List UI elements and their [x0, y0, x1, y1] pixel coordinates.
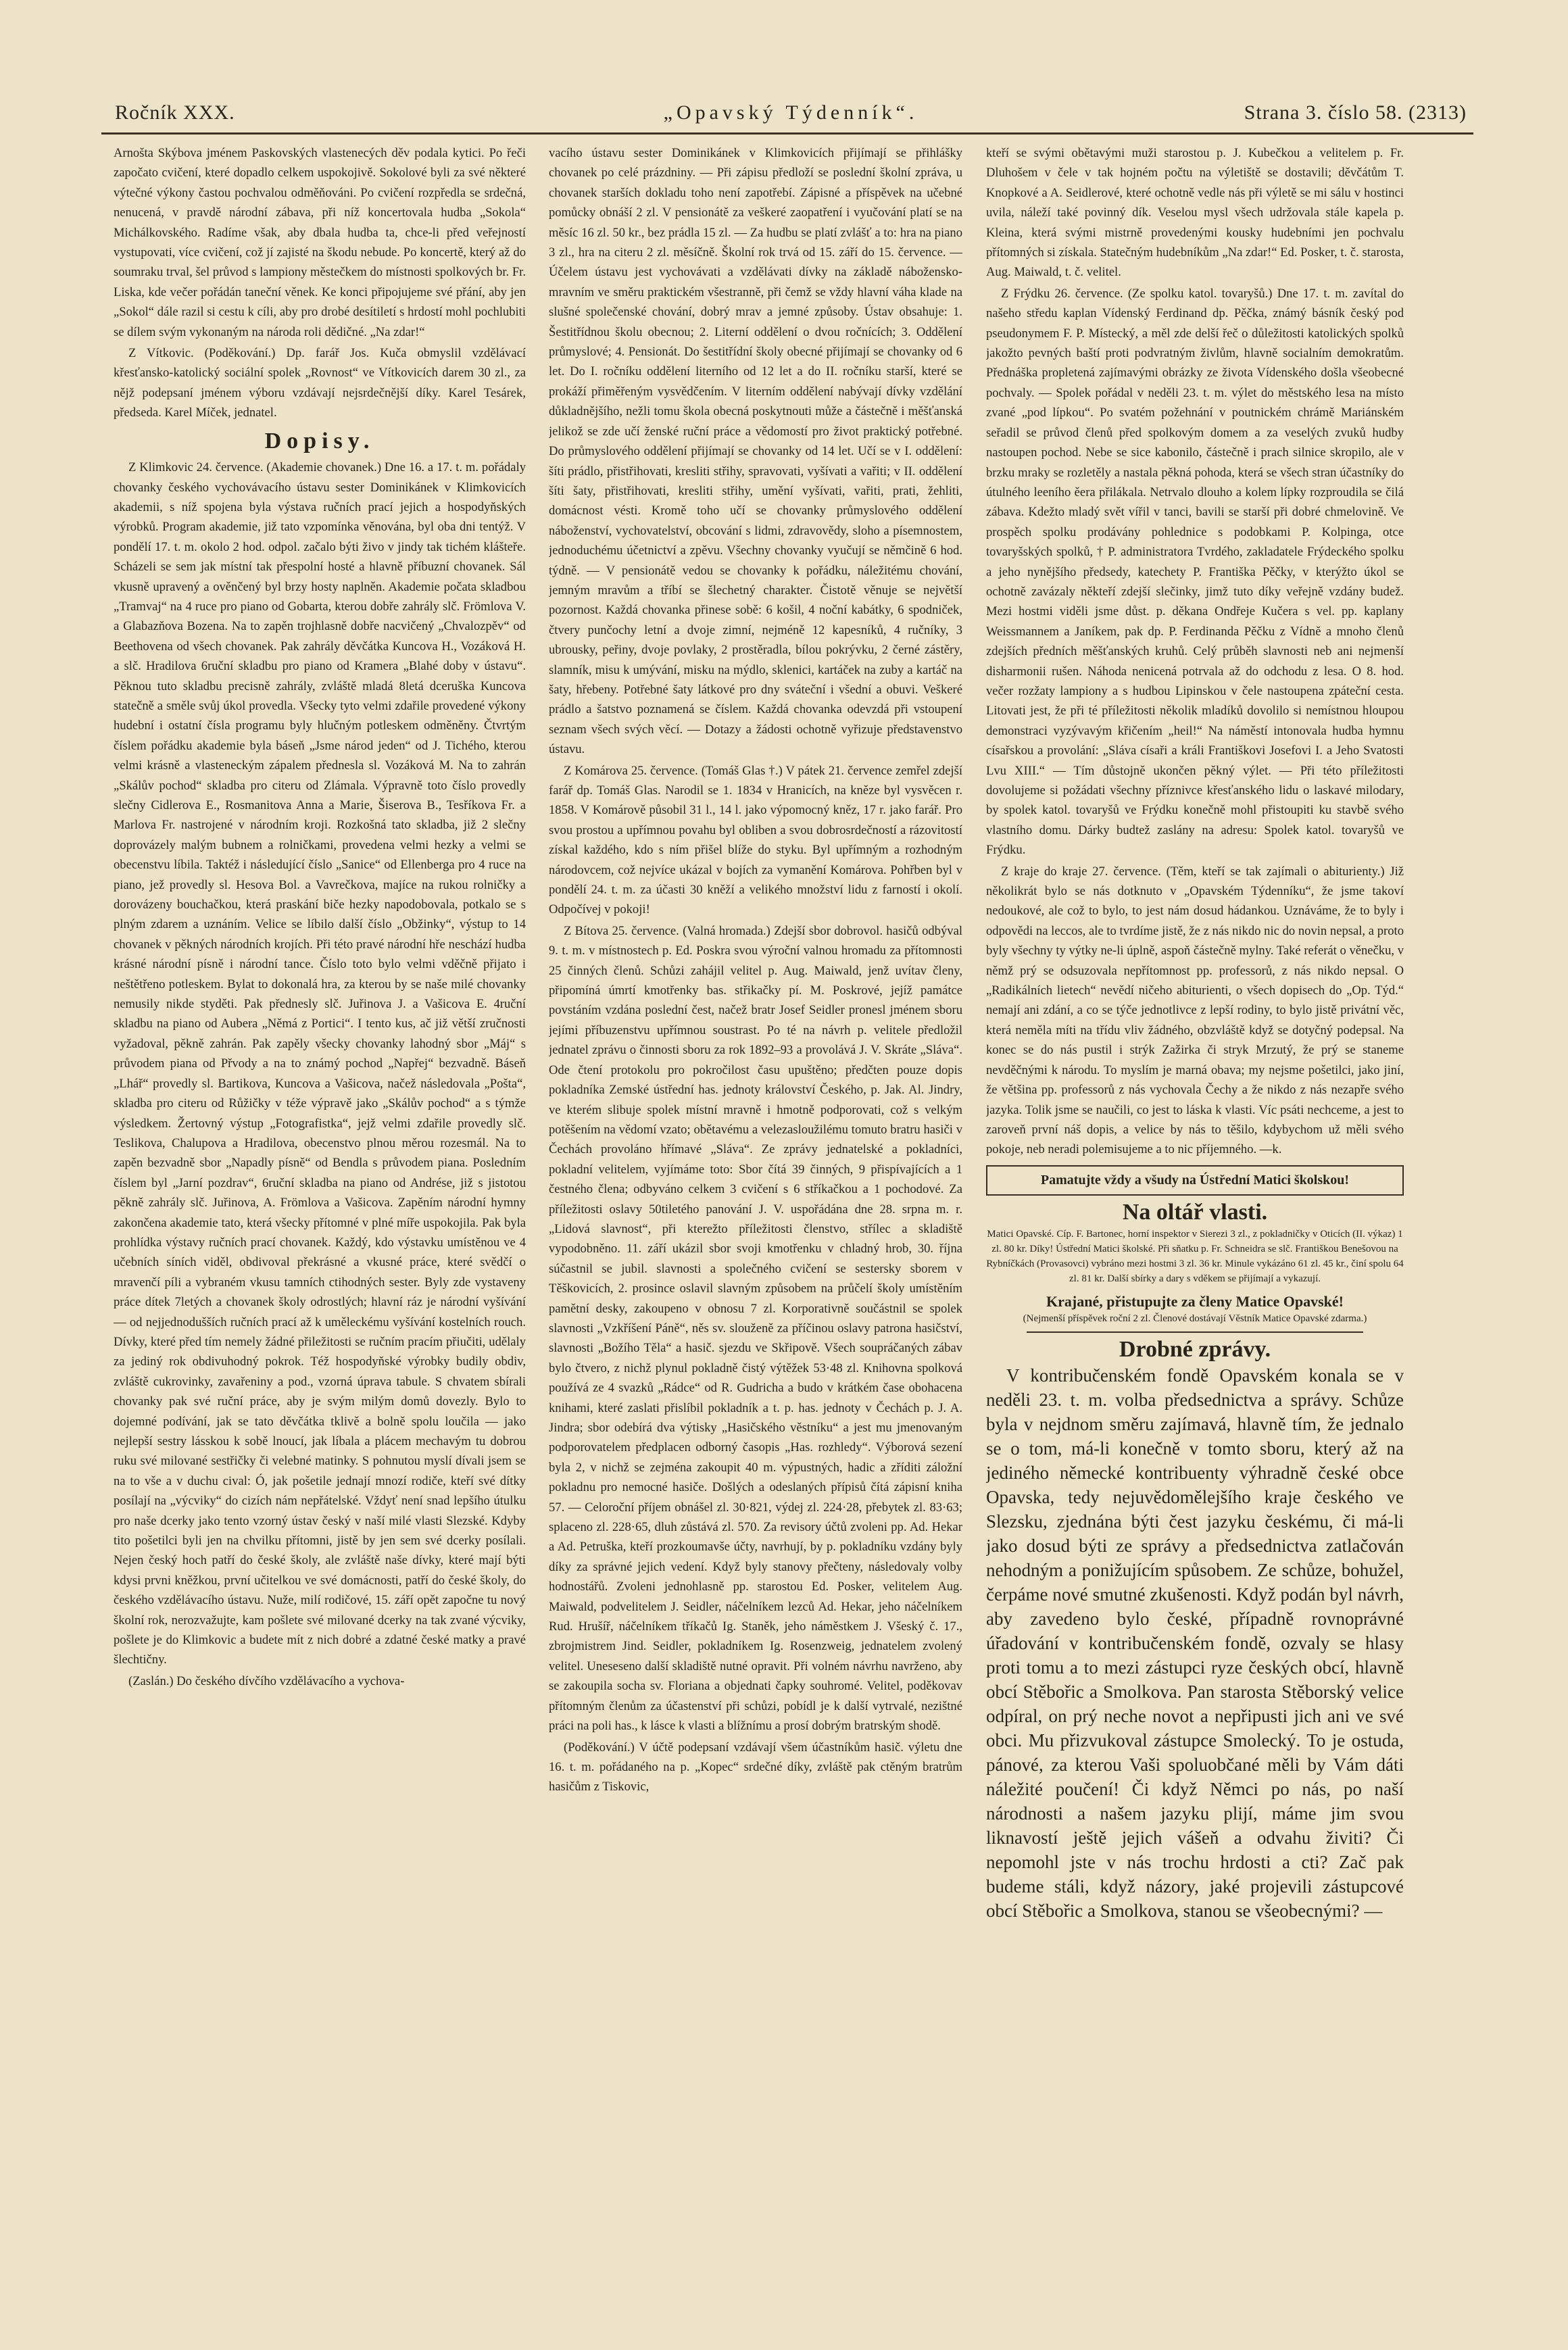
column-1 — [114, 143, 526, 2286]
article-paragraph: Z Bítova 25. července. (Valná hromada.) Zdejší sbor dobrovol. hasičů odbýval 9. t. m. v místnostech p. Ed. Poskra svou výroční valnou hromadu za přítomnosti 25 činných členů. Schůzi zahájil velitel p. Aug. Maiwald, jenž uvítav členy, připomíná úmrtí kmotřenky bas. střikačky pí. M. Poskrové, jejíž památce povstáním vzdána poslední čest, načež bratr Josef Seidler pronesl jménem sboru jejími příbuzenstvu upřímnou soustrast. Po té na návrh p. velitele předložil jednatel zprávu o činnosti sboru za rok 1892–93 a provolává J. V. Skráte „Sláva“. Ode čtení protokolu pro pokročilost času upuštěno; předčten pouze dopis pokladníka Zemské ústřední has. jednoty království Českého, p. Jak. Al. Jindry, ve kterém slibuje spolek místní mravně i hmotně podporovati, což s velkým potěšením na vědomí vzato; obětavému a velezasloužilému tomuto bratru hasiči v Čechách provoláno hřímavé „Sláva“. Ze zprávy jednatelské a pokladníci, pokladní velitelem, vyjímáme toto: Sbor čítá 39 činných, 9 přispívajících a 1 čestného člena; odbyváno celkem 3 cvičení s 6 stříkačkou a 1 pochodové. Za příležitosti oslavy 50tiletého panování J. V. uspořádána dne 28. srpna m. r. „Lidová slavnost“, při kterežto příležitosti členstvo, střílec a skladiště vypodobněno. 11. září ukázil sbor svoji kmotřenku v chladný hrob, 30. října súčastnil se jubil. slavnosti a společného cvičení se sestersky sborem v Těškovicích, 2. prosince oslavil slavným způsobem na průčelí školy umístěním pamětní desky, zakoupeno v obnosu 7 zl. Korporativně součástnil se spolek slavnosti „Vzkříšení Páně“, něs sv. slouženě za příčinou oslavy patrona hasičství, slavnosti „Božího Těla“ a hasič. sjezdu ve Skřipově. Všech soupráčaných zábav bylo čtvero, z nichž plynul pokladně čistý výtěžek 53·48 zl. Knihovna spolková používá ze 4 svazků „Rádce“ od R. Gudricha a budo v krátkém čase obohacena knihami, které zaslati přislíbil pokladník a t. p. has. jednoty v Čechách p. J. A. Jindra; sbor odebírá dva výtisky „Hasičského věstníku“ a jest mu jmenovaným podporovatelem předplacen odborný časopis „Has. rozhledy“. Výborová sezení byla 2, v nichž se zejména zakoupit 40 m. výpustných, hadic a zříditi záložní pokladnu pro nemocné hasiče. Došlých a odeslaných přípisů čítá zápisní kniha 57. — Celoroční příjem obnášel zl. 30·821, výdej zl. 224·28, přebytek zl. 83·63; splaceno zl. 228·65, dluh zůstává zl. 570. Za revisory účtů zvoleni pp. Ad. Hekar a Ad. Petruška, kteří prozkoumavše účty, navrhují, by p. pokladníku vzdány byly díky za správné jejich vedení. Když byly stanovy přečteny, následovaly volby hodnostářů. Zvoleni jednohlasně pp. starostou Ed. Posker, velitelem Aug. Maiwald, podvelitelem J. Seidler, náčelníkem lezců Ad. Hekar, jeho náčelníkem Rud. Hrušíř, náčelníkem tříkačů Ig. Staněk, jeho náměstkem J. Všeský č. 17., zbrojmistrem Jind. Seidler, pokladníkem Ig. Rosenzweig, jednatelem zvolený velitel. Uneseseno další skladiště nutné opravit. Při volném návrhu navrženo, aby se zakoupila socha sv. Floriana a objednati čapky souhromé. Velitel, poděkovav přítomným členům za účastenství při schůzi, pobídl je k další vytrvalé, nezištné práci na poli has., k lásce k vlasti a blížnímu a prosí dobrým bratrským shodě. — [549, 923, 962, 1734]
donations-list: Matici Opavské. Cíp. F. Bartonec, horní inspektor v Sierezi 3 zl., z pokladničky v Oticích (II. výkaz) 1 zl. 80 kr. Díky! Ústřední Matici školské. Při sňatku p. Fr. Schneidra se slč. Františkou Benešovou na Rybníčkách (Provasovci) vybráno mezi hostmi 3 zl. 36 kr. Minule vykázáno 61 zl. 45 kr., činí spolu 64 zl. 81 kr. Další sbírky a dary s vděkem se přijímají a vykazují. — [986, 1228, 1404, 1284]
article-paragraph: vacího ústavu sester Dominikánek v Klimkovicích přijímají se přihlášky chovanek po celé prázdniny. — Při zápisu předloží se poslední školní zpráva, u chovanek starších dokladu toho není zapotřebí. Zápisné a příspěvek na učebné pomůcky obnáší 2 zl. V pensionátě za veškeré zaopatření i vyučování platí se na měsíc 16 zl. 50 kr., bez prádla 15 zl. — Za hudbu se platí zvlášť a to: hra na piano 3 zl., hra na citeru 2 zl. měsíčně. Školní rok trvá od 15. září do 15. července. — Účelem ústavu jest vychovávati a vzdělávati dívky na základě nábožensko-mravním ve směru praktickém všestranně, při čemž se vždy hlavní váha klade na slušné společenské chování, dobrý mrav a jemné způsoby. Ústav obsahuje: 1. Šestitřídnou školu obecnou; 2. Literní oddělení o dvou ročnících; 3. Oddělení průmyslové; 4. Pensionát. Do šestitřídní školy obecné přijímají se chovanky od 6 let. Do I. ročníku oddělení literního od 12 let a do II. ročníku starší, které se prokáží přiměřeným vysvědčením. V literním oddělení nabývají dívky vzdělání důkladnějšího, nežli tomu škola obecná poskytnouti může a částečně i měšťanská jelikož se zde učí ženské ruční práce a vědomostí pro život praktický potřebné. Do průmyslového oddělení přijímají se chovanky od 14 let. Učí se v I. oddělení: šíti prádlo, přistřihovati, kresliti střihy, spravovati, vyšívati a vařiti; v II. oddělení šíti šaty, přistřihovati, kresliti střihy, umění vyšívati, vařiti, prati, žehliti, domácnost vésti. Kromě toho učí se chovanky průmyslového oddělení náboženství, vychovatelství, obcování s lidmi, zdravovědy, sloho a písemnostem, jednoduchému účetnictví a zpěvu. Všechny chovanky vyučují se němčině 6 hod. týdně. — V pensionátě vedou se chovanky k pořádku, náležitému chování, jemným mravům a tříbí se šlechetný charakter. Čistotě věnuje se největší pozornost. Každá chovanka přinese sobě: 6 košil, 4 noční kabátky, 6 spodniček, čtvery punčochy letní a dvoje zimní, nejméně 12 kapesníků, 4 ručníky, 3 ubrousky, peřiny, dvoje povlaky, 2 prostěradla, bílou pokrývku, 2 černé zástěry, slamník, misu k umývání, misku na mýdlo, sklenici, kartáček na zuby a kartáč na šaty, hřebeny. Potřebné šaty látkové pro dny sváteční i všední a obuvi. Veškeré prádlo a šatstvo poznamená se číslem. Každá chovanka odevzdá při vstoupení seznam všech svých věcí. — Dotazy a žádosti ochotně vyřizuje představenstvo ústavu. — [549, 146, 962, 757]
newspaper-title: „Opavský Týdenník“. — [663, 101, 918, 124]
article-paragraph: kteří se svými obětavými muži starostou p. J. Kubečkou a velitelem p. Fr. Dluhošem v čele v tak hojném počtu na výletiště se dostavili; děvčátům T. Knopkové a A. Seidlerové, které ochotně vedle nás při výletě se mi sálu v hostinci uvila, náleží také povinný dík. Veselou mysl všech udržovala stále kapela p. Kleina, která svými mistrně provedenými kousky hudebními jen pochvalu přítomných si získala. Statečným hudebníkům „Na zdar!“ Ed. Posker, t. č. starosta, Aug. Maiwald, t. č. velitel. — [986, 146, 1404, 280]
column-2 — [549, 143, 962, 2286]
article-paragraph: (Zaslán.) Do českého dívčího vzdělávacího a vychova- — [128, 1673, 405, 1688]
page-number-label: Strana 3. číslo 58. (2313) — [1244, 101, 1467, 124]
article-paragraph: (Poděkování.) V účtě podepsaní vzdávají všem účastníkům hasič. výletu dne 16. t. m. pořádaného na p. „Kopec“ srdečné díky, zvláště pak ctěným bratrům hasičům z Tiskovic, — [549, 1740, 962, 1794]
article-paragraph: V kontribučenském fondě Opavském konala se v neděli 23. t. m. volba předsednictva a správy. Schůze byla v nejdnom směru zajímavá, hlavně tím, že jednalo se o tom, má-li konečně v tomto sboru, který až na jediného německé kontribuenty výhradně české obce Opavska, tedy nejuvědomělejšího kraje českého ve Slezsku, zjednána býti čest jazyku českému, či má-li jako dosud býti ze správy a předsednictva zatlačován nehodným a ponižujícím spůsobem. Ze schůze, bohužel, čerpáme nové smutné zkušenosti. Když podán byl návrh, aby zavedeno bylo české, případně rovnoprávné úřadování v kontribučenském fondě, ozvaly se hlasy proti tomu a to mezi zástupci ryze českých obcí, hlavně obcí Stěbořic a Smolkova. Pan starosta Stěborský velice odpíral, on prý neche novot a nepřipusti jich ani ve své obci. Mu přizvukoval zástupce Smolecký. To je ostuda, pánové, za kterou Vaši spoluobčané měli by Vám dáti náležité poučení! Či když Němci po nás, po naší národnosti a našem jazyku plijí, máme jim svou liknavostí ještě jejich vášeň a odvahu živiti? Či nepomohl jste v nás trochu hrdosti a cti? Zač pak budeme stáli, když názory, jaké projevili zástupcové obcí Stěbořic a Smolkova, stanou se všeobecnými? — — [986, 1365, 1404, 1921]
article-paragraph: Z kraje do kraje 27. července. (Těm, kteří se tak zajímali o abiturienty.) Již několikrát bylo se nás dotknuto v „Opavském Týdenníku“, že jsme takoví nedoukové, ale což to bylo, to jest nám dosud hádankou. Uznáváme, že to byly i odpovědi na leccos, ale to tvrdíme jistě, že z nás nikdo nic do novin nepsal, a proto byly všechny ty výtky ne-li úplně, aspoň částečně mylny. Také referát o věnečku, v němž prý se odsuzovala nepřítomnost pp. professorů, z nás nikdo nepsal. O „Radikálních lietech“ nevědí ničeho abiturienti, o všech dopisech do „Op. Týd.“ nemají ani zdání, a co se týče jednotlivce z lepší rodiny, to bylo jistě privátní věc, která neměla míti na třídu vliv žádného, obzvláště když se dotyčný podepsal. Na konec se do nás pustil i strýk Zažirka či stryk Mrzutý, že prý se staneme nevděčnými k národu. To myslím je marná obava; my nejsme pošetilci, jako jiní, že většina pp. professorů z nás vychovala Čechy a že nikdo z nás nezapře svého jazyka. Tolik jsme se naučili, co jest to láska k vlasti. Víc psáti nechceme, a jest to zaroveň první náš dopis, a velice by nás to těšilo, kdybychom už měli svého pokoje, neb neradi polemisujeme a to nic příjemného. —k. — [986, 864, 1404, 1157]
krajane-subnote: (Nejmenší příspěvek roční 2 zl. Členové dostávají Věstník Matice Opavské zdarma.) — [1023, 1313, 1367, 1324]
article-paragraph: Z Klimkovic 24. července. (Akademie chovanek.) Dne 16. a 17. t. m. pořádaly chovanky českého vychovávacího ústavu sester Dominikánek v Klimkovicích akademii, s níž spojena byla výstava ručních prací jejich a hospodyňských výrobků. Program akademie, již tato vzpomínka věnována, byl oba dni tentýž. V pondělí 17. t. m. okolo 2 hod. odpol. začalo býti živo v jindy tak tichém klášteře. Scházeli se sem jak místní tak přespolní hosté a hlavně příbuzní chovanek. Sál vkusně upravený a ověnčený byl brzy hosty naplněn. Akademie počata skladbou „Tramvaj“ na 4 ruce pro piano od Gobarta, kterou dobře zahrály slč. Frömlova V. a Glabazňova Bozena. Na to zapěn trojhlasně dobře nacvičený „Chvalozpěv“ od Beethovena od všech chovanek. Pak zahrály děvčátka Kuncova H., Vozáková H. a slč. Hradilova 6ruční skladbu pro piano od Kramera „Blahé doby v ústavu“. Pěknou tuto skladbu precisně zahrály, zvláště mladá 8letá dceruška Kuncova statečně a směle svůj úkol provedla. Všecky tyto velmi zdařile provedené výkony hudební i ostatní čísla programu byly hlučným potleskem odměněny. Čtvrtým číslem pořádku akademie byla báseň „Jsme národ jeden“ od J. Tichého, kterou velmi krásně a vlasteneckým zápalem přednesla sl. Vozáková M. Na to zahrán „Skálův pochod“ skladba pro citeru od Zlámala. Výpravně toto číslo provedly slečny Cidlerova E., Rosmanitova Anna a Marie, Šiserova B., Tesříkova Fr. a Marlova Fr. nastrojené v národním kroji. Rozkošná tato skladba, již 2 slečny doprovázely malým bubnem a rolničkami, provedena velmi hezky a velmi se obecenstvu líbila. Taktéž i následující číslo „Sanice“ od Ellenberga pro 4 ruce na piano, jež provedly sl. Hesova Bol. a Vavrečkova, majíce na rukou rolničky a dorovázeny bouchačkou, která praskání biče hezky napodobovala, potkalo se s plným zdarem a uznáním. Velice se líbilo další číslo „Obžinky“, výstup to 14 chovanek v pěkných národních krojích. Při této pravé národní hře neschází hudba krásné národní písně i národní tance. Číslo toto bylo velmi vděčně přijato i neštětřeno potleskem. Bylat to dokonalá hra, za kterou by se naše milé chovanky nemusily nikde styděti. Pak přednesly slč. Juřinova J. a Vašicova E. 4ruční skladbu na piano od Aubera „Němá z Portici“. I tento kus, ač již větší zručnosti vyžadoval, pěkně zahrán. Pak zapěly všecky chovanky lahodný sbor „Máj“ s průvodem piana od Přvody a na to známý pochod „Napřej“ bezvadně. Báseň „Lhář“ provedly sl. Bartikova, Kuncova a Vašicova, načež následovala „Pošta“, skladba pro citeru od Růžičky v téže výpravě jako „Skálův pochod“ a s týmže výsledkem. Žertovný výstup „Fotografistka“, jejž velmi zdařile provedly slč. Teslikova, Chalupova a Hradilova, obecenstvo plnou měrou rozesmál. Na to zapěn bezvadně sbor „Napadly písně“ od Bendla s průvodem piana. Posledním číslem byl „Jarní pozdrav“, 6ruční skladba na piano od Andrése, již s jistotou pěkně zahrály slč. Juřinova, A. Frömlova a Vašicova. Zapěním národní hymny zakončena akademie tato, která všecky přítomné v plné míře uspokojila. Pak byla prohlídka výstavy ručních prací chovanek. Každý, kdo výstavku umístěnou ve 4 učebních síních viděl, obdivoval překrásné a vkusné práce, které svědčí o mravenčí píli a vybraném vkusu tamních ctihodných sester. Byly zde vystaveny práce dítek 7letých a chovanek školy odrostlých; hlavní ráz je národní vyšívání — od nejjednodušších ručních prací až k uměleckému vyšívání kostelních rouch. Dívky, které před tím nemely žádné přiležitosti se ručním pracím přiučiti, udělaly za jediný rok obdivuhodný pokrok. Též hospodyňské výrobky budily obdiv, zvláště cukrovinky, zavařeniny a pod., vzorná úprava tabule. S chvatem sbírali chovanky pak své ruční práce, aby je svým milým domů dovezly. Bylo to dojemné podívání, jak se tato děvčátka tklivě a bolně spolu loučila — jako nejlepší sestry lásskou k sobě lnoucí, jak líbala a plácem mechavým tu dobrou ruku své milované sestřičky či velebné matinky. S pohnutou myslí dívali jsem se na to vše a v duchu cival: Ó, jak pošetile jednají mnozí rodiče, kteří své dítky posílají na „výcviky“ do cizích nám nepřátelské. Vždyť není snad lepšího útulku pro naše dcerky jako tento vzorný ústav český v naší milé vlasti Slezské. Kdyby tito pošetilci byli jen na chvilku přítomni, jistě by jen sem své dcerky posílali. Nejen český hoch patří do české školy, ale zvláště naše dívky, které mají býti kdysi prvni kněžkou, první učitelkou ve své domácnosti, patří do české školy, do českého vzdělávacího ústavu. Nuže, milí rodičové, 15. září opět započne tu nový školní rok, nerozvažujte, kam pošlete své milované dcerky na tak zvané výcviky, pošlete je do Klimkovic a budete mít z nich dobré a zdatné české matky a pravé šlechtičny. — [114, 460, 526, 1667]
header-rule — [101, 132, 1473, 134]
article-paragraph: Arnošta Skýbova jménem Paskovských vlastenecých děv podala kytici. Po řeči započato cvičení, které dopadlo celkem uspokojivě. Sokolové byli za své některé výtečné výkony častou pochvalou odměňováni. Po cvičení rozpředla se srdečná, nenucená, v pravdě národní zábava, při níž koncertovala hudba „Sokola“ Michálkovského. Radíme však, aby dbala hudba ta, chce-li před veřejností vystupovati, více cvičení, což jí zajisté na škodu nebude. Po koncertě, který až do soumraku trval, šel průvod s lampiony městečkem do místnosti spolkových br. Fr. Liska, kde večer pořádán taneční věnek. Ke konci připojujeme své přání, aby jen „Sokol“ dále razil si cestu k cíli, aby pro drobé desítiletí s hrdostí mohl pochlubiti se dílem svým vykonaným na národa roli dědičné. „Na zdar!“ — [114, 146, 526, 339]
section-heading-altar: Na oltář vlasti. — [1122, 1200, 1268, 1225]
matice-notice-box: Pamatujte vždy a všudy na Ústřední Matici školskou! — [986, 1165, 1404, 1196]
article-paragraph: Z Komárova 25. července. (Tomáš Glas †.) V pátek 21. července zemřel zdejší farář dp. Tomáš Glas. Narodil se 1. 1834 v Hranicích, na kněze byl vysvěcen r. 1858. V Komárově působil 31 l., 14 l. jako výpomocný kněz, 17 r. jako farář. Pro svou prostou a upřímnou povahu byl obliben a svou dobrosrdečností a rázovitostí získal každého, kdo s ním přišel blíže do styku. Byl upřímným a rozhodným národovcem, což nejvíce ukázal v bojích za vymanění Komárova. Pohřben byl v pondělí 24. t. m. za účasti 30 kněží a velikého množství lidu z farností i okolí. Odpočívej v pokoji! — [549, 763, 962, 917]
column-3 — [986, 143, 1404, 2286]
volume-label: Ročník XXX. — [115, 101, 235, 124]
section-heading-dopisy: Dopisy. — [264, 428, 375, 454]
page-header — [115, 101, 1467, 132]
article-paragraph: Z Vítkovic. (Poděkování.) Dp. farář Jos. Kuča obmyslil vzdělávací křesťansko-katolický sociální spolek „Rovnost“ ve Vítkovicích darem 30 zl., za nějž podepsaní jménem výboru vzdávají nejsrdečnější díky. Karel Tesárek, předseda. Karel Míček, jednatel. — [114, 346, 526, 420]
section-heading-drobne: Drobné zprávy. — [1119, 1336, 1271, 1362]
article-paragraph: Z Frýdku 26. července. (Ze spolku katol. tovaryšů.) Dne 17. t. m. zavítal do našeho středu kaplan Vídenský Ferdinand dp. Pěčka, známý básník český pod pseudonymem F. P. Místecký, a měl zde delší řeč o důležitosti katolických spolků jakožto pevných baští proti podvratným živlům, hlavně socialním demokratům. Přednáška propletená zajímavými obrázky ze života Vídenského došla všeobecné pochvaly. — Spolek pořádal v neděli 23. t. m. výlet do městského lesa na místo zvané „pod lípkou“. Po svatém požehnání v poutnickém chrámě Mariánském seřadil se průvod členů před spolkovým domem a za veselých zvuků hudby nastoupen pochod. Nebe se sice kabonilo, částečně i prach silnice skropilo, ale v brzku mraky se rozletěly a nastala pěkná pohoda, která se všech stran účastníky do útulného leeního ěera přilákala. Netrvalo dlouho a kolem lípky rozproudila se čilá zábava. Kdežto mladý svět vířil v tanci, bavili se starší při dobré chmelovině. Ve prospěch spolku prodávány pohlednice s podobkami P. Kolpinga, otce tovaryšských spolků, † P. administratora Tvrdého, zakladatele Frýdeckého spolku a jeho nynějšího předsedy, katechety P. Františka Pěčky, v kterýžto úkol se ochotně zavázaly někteří zdejší slečinky, jimž tuto díky veřejně vzdány budež. Mezi hostmi viděli jsme důst. p. děkana Ondřeje Kučera s vel. pp. kaplany Weissmannem a Janíkem, pak dp. P. Ferdinanda Pěčku z Vídně a mnoho členů zdejších předních měšťanských kruhů. Celý průběh slavnosti neb ani nejmenší disharmonii rušen. Náhoda nenicená potrvala až do odchodu z lesa. O 8. hod. večer rozžaty lampiony a s hudbou Lipinskou v čele nastoupena zpáteční cesta. Litovati jest, že při té příležitosti několik mladíků dovolilo si nemístnou hloupou demonstraci vyzývavým křičením „heil!“ Na náměstí intonovala hudba hymnu císařskou a provolání: „Sláva císaři a králi Františkovi Josefovi I. a Jeho Svatosti Lvu XIII.“ — Tím důstojně ukončen pěkný výlet. — Při této příležitosti dovolujeme si požádati všechny příznivce křesťanského lidu o laskavé milodary, by spolek katol. tovaryšů ve Frýdku konečně mohl přistoupiti ku stavbě svého vlastního domu. Dárky budtež zaslány na adresu: Spolek katol. tovaryšů ve Frýdku. — [986, 286, 1404, 858]
krajane-notice: Krajané, přistupujte za členy Matice Opavské! — [1046, 1292, 1344, 1310]
section-divider — [1027, 1331, 1363, 1333]
